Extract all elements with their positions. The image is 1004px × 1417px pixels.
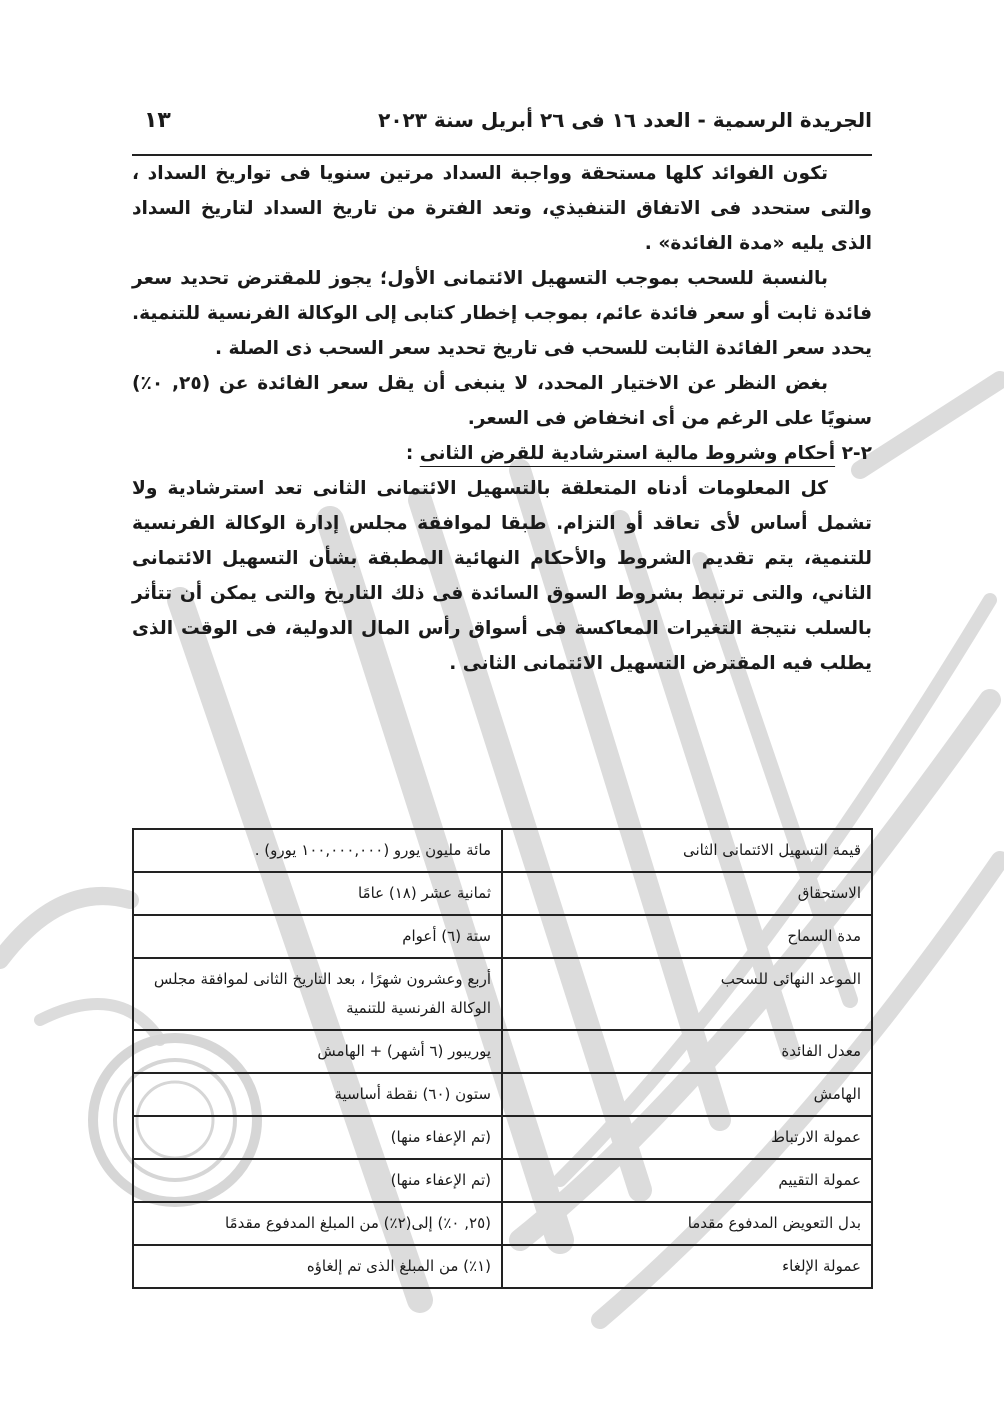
paragraph-interest-rate-choice: بالنسبة للسحب بموجب التسهيل الائتمانى الأول؛ يجوز للمقترض تحديد سعر فائدة ثابت أو سعر فائدة عائم، بموجب إخطار كتابى إلى الوكالة الفرنسية للتنمية. يحدد سعر الفائدة الثابت للسحب فى تاريخ تحديد سعر السحب ذى الصلة .: [132, 268, 872, 359]
term-value: (٢٥, ٠٪) إلى(٢٪) من المبلغ المدفوع مقدمًا: [133, 1202, 502, 1245]
term-value: يوريبور (٦ أشهر) + الهامش: [133, 1030, 502, 1073]
page-header: [132, 108, 872, 156]
page-content: [132, 108, 872, 681]
term-value: (تم الإعفاء منها): [133, 1159, 502, 1202]
paragraph-minimum-rate: بغض النظر عن الاختيار المحدد، لا ينبغى أن يقل سعر الفائدة عن (٢٥, ٠٪) سنويًا على الرغم من أى انخفاض فى السعر.: [132, 373, 872, 429]
term-value: (١٪) من المبلغ الذى تم إلغاؤه: [133, 1245, 502, 1288]
term-value: ثمانية عشر (١٨) عامًا: [133, 872, 502, 915]
term-label: الاستحقاق: [502, 872, 872, 915]
term-label: عمولة التقييم: [502, 1159, 872, 1202]
section-colon: :: [405, 443, 414, 464]
section-heading: [132, 436, 872, 471]
paragraph-interest-payment: تكون الفوائد كلها مستحقة وواجبة السداد مرتين سنويا فى تواريخ السداد ، والتى ستحدد فى الاتفاق التنفيذي، وتعد الفترة من تاريخ السداد لتاريخ السداد الذى يليه «مدة الفائدة» .: [132, 163, 872, 254]
term-value: مائة مليون يورو (١٠٠,٠٠٠,٠٠٠ يورو) .: [133, 829, 502, 872]
term-label: الهامش: [502, 1073, 872, 1116]
table-row: [133, 1073, 872, 1116]
table-row: [133, 872, 872, 915]
table-row: [133, 1030, 872, 1073]
term-label: معدل الفائدة: [502, 1030, 872, 1073]
table-row: [133, 1245, 872, 1288]
terms-table: [132, 828, 873, 1289]
term-label: الموعد النهائى للسحب: [502, 958, 872, 1030]
table-row: [133, 1202, 872, 1245]
gazette-title: الجريدة الرسمية - العدد ١٦ فى ٢٦ أبريل سنة ٢٠٢٣: [378, 108, 872, 132]
term-value: أربع وعشرون شهرًا ، بعد التاريخ الثانى لموافقة مجلس الوكالة الفرنسية للتنمية: [133, 958, 502, 1030]
table-row: [133, 958, 872, 1030]
section-number: ٢-٢: [841, 443, 872, 464]
term-value: ستون (٦٠) نقطة أساسية: [133, 1073, 502, 1116]
term-label: مدة السماح: [502, 915, 872, 958]
term-value: ستة (٦) أعوام: [133, 915, 502, 958]
term-label: عمولة الإلغاء: [502, 1245, 872, 1288]
table-row: [133, 1159, 872, 1202]
table-row: [133, 915, 872, 958]
term-label: قيمة التسهيل الائتمانى الثانى: [502, 829, 872, 872]
table-row: [133, 829, 872, 872]
page-number: ١٣: [144, 108, 171, 133]
term-label: عمولة الارتباط: [502, 1116, 872, 1159]
table-row: [133, 1116, 872, 1159]
term-value: (تم الإعفاء منها): [133, 1116, 502, 1159]
paragraph-indicative-info: كل المعلومات أدناه المتعلقة بالتسهيل الائتمانى الثانى تعد استرشادية ولا تشمل أساس لأى تعاقد أو التزام. طبقا لموافقة مجلس إدارة الوكالة الفرنسية للتنمية، يتم تقديم الشروط والأحكام النهائية المطبقة بشأن التسهيل الائتمانى الثاني، والتى ترتبط بشروط السوق السائدة فى ذلك التاريخ والتى يمكن أن تتأثر بالسلب نتيجة التغيرات المعاكسة فى أسواق رأس المال الدولية، فى الوقت الذى يطلب فيه المقترض التسهيل الائتمانى الثانى .: [132, 478, 872, 674]
section-title: أحكام وشروط مالية استرشادية للقرض الثانى: [419, 443, 836, 464]
term-label: بدل التعويض المدفوع مقدما: [502, 1202, 872, 1245]
